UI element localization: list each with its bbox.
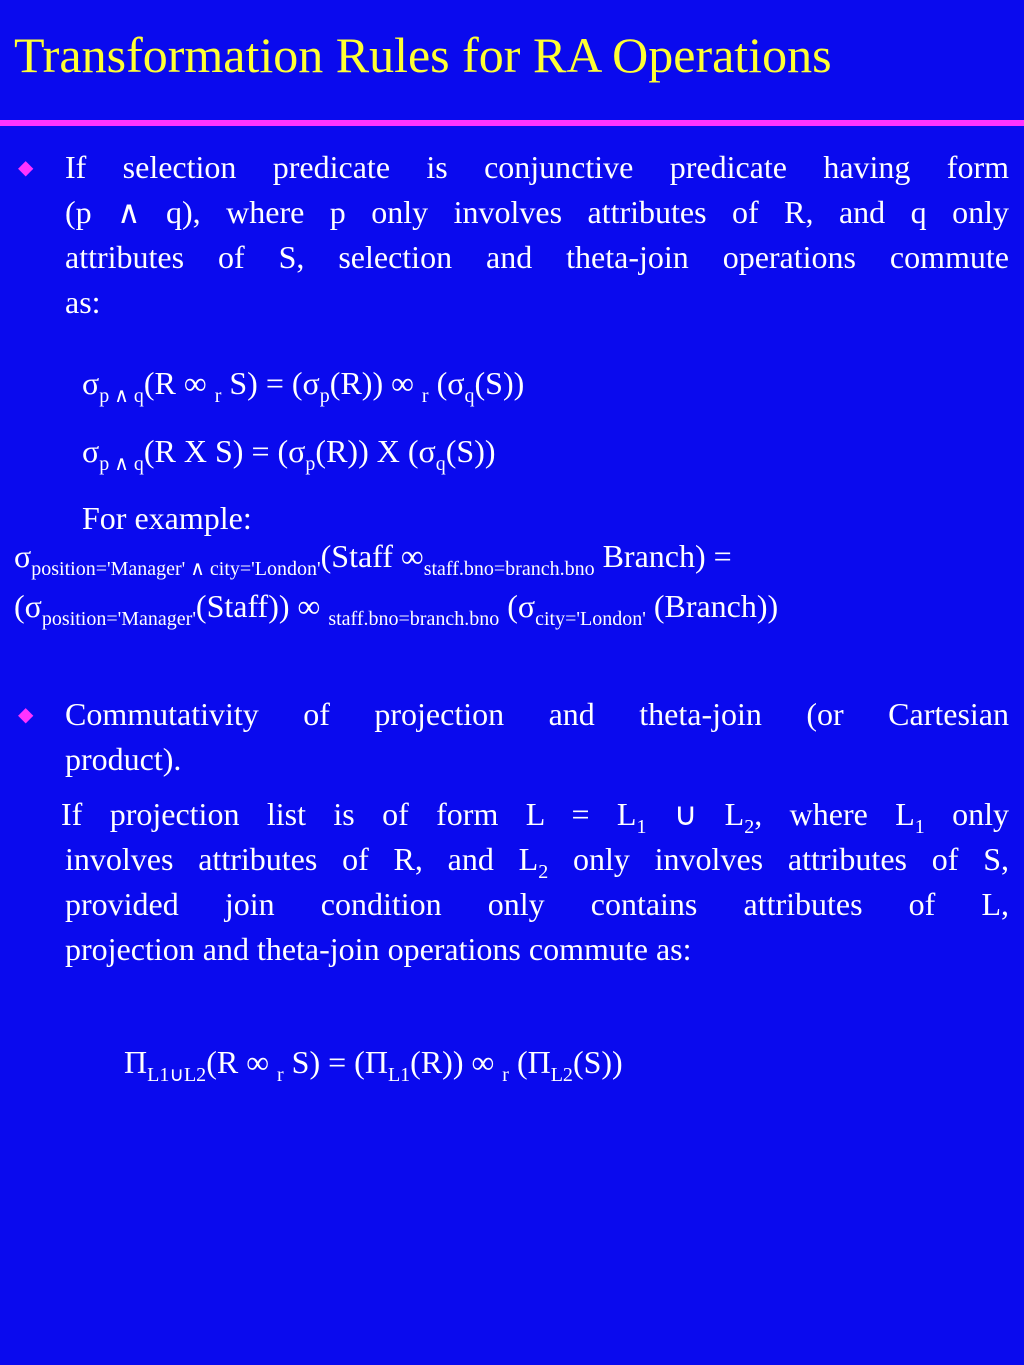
projection-line-3: provided join condition only contains attributes of L, xyxy=(65,886,1009,922)
formula-text: (R)) ∞ xyxy=(410,1044,495,1080)
formula-text: (σ xyxy=(436,365,465,401)
formula-selection-theta-join xyxy=(82,365,525,407)
formula-text: (Staff)) ∞ xyxy=(195,588,321,624)
formula-subscript: city='London' xyxy=(535,608,646,630)
formula-text: (S)) xyxy=(572,1044,623,1080)
sigma-symbol: σ xyxy=(82,433,100,469)
projection-line-2 xyxy=(65,837,1009,882)
title-divider xyxy=(0,120,1024,126)
para-text: only xyxy=(924,796,1010,832)
formula-subscript: staff.bno=branch.bno xyxy=(328,608,500,630)
formula-subscript: p ∧ q xyxy=(99,453,144,475)
para-text: ∪ L xyxy=(646,796,745,832)
formula-text: S) = (σ xyxy=(229,365,320,401)
pi-symbol: Π xyxy=(124,1044,148,1080)
para-subscript: 1 xyxy=(914,816,925,838)
formula-text: (R ∞ xyxy=(143,365,207,401)
formula-subscript: L1 xyxy=(387,1064,411,1086)
para-text: only involves attributes of S, xyxy=(548,841,1010,877)
formula-text: (σ xyxy=(507,588,536,624)
projection-line-1 xyxy=(61,792,1009,837)
formula-subscript: position='Manager' ∧ city='London' xyxy=(31,558,321,580)
formula-subscript: p xyxy=(305,453,316,475)
formula-subscript: q xyxy=(464,385,475,407)
projection-paragraph xyxy=(61,792,1010,972)
formula-subscript: r xyxy=(214,385,222,407)
example-line-2 xyxy=(14,588,779,630)
bullet-1-line-2: (p ∧ q), where p only involves attributes of R, and q only xyxy=(65,194,1009,230)
formula-text: (R ∞ xyxy=(206,1044,269,1080)
formula-subscript: p ∧ q xyxy=(99,385,144,407)
diamond-bullet-icon: ◆ xyxy=(18,157,34,179)
sigma-symbol: σ xyxy=(82,365,100,401)
formula-text: (R X S) = (σ xyxy=(143,433,306,469)
formula-text: (σ xyxy=(14,588,42,624)
formula-text: (R)) ∞ xyxy=(329,365,414,401)
formula-subscript: r xyxy=(421,385,429,407)
formula-subscript: L2 xyxy=(550,1064,573,1086)
bullet-1-line-4: as: xyxy=(65,284,101,320)
formula-selection-cartesian xyxy=(82,433,496,475)
bullet-2-line-2: product). xyxy=(65,741,182,777)
bullet-1-line-1: If selection predicate is conjunctive predicate having form xyxy=(65,149,1009,185)
para-text: , where L xyxy=(754,796,915,832)
para-text: If projection list is of form L = L xyxy=(61,796,637,832)
para-subscript: 2 xyxy=(744,816,755,838)
example-line-1 xyxy=(14,538,732,580)
projection-line-4: projection and theta-join operations commute as: xyxy=(65,931,692,967)
formula-text: (S)) xyxy=(445,433,496,469)
formula-text: Branch) = xyxy=(602,538,732,574)
example-label: For example: xyxy=(82,500,252,536)
formula-text: (Branch)) xyxy=(653,588,779,624)
formula-text: (R)) X (σ xyxy=(315,433,436,469)
formula-text: (Staff ∞ xyxy=(320,538,424,574)
formula-text: (S)) xyxy=(474,365,525,401)
para-subscript: 2 xyxy=(538,861,549,883)
formula-text: (Π xyxy=(516,1044,551,1080)
formula-subscript: p xyxy=(319,385,330,407)
formula-projection-theta-join xyxy=(124,1044,623,1086)
bullet-2-text xyxy=(65,692,1009,782)
formula-subscript: q xyxy=(435,453,446,475)
para-subscript: 1 xyxy=(636,816,647,838)
bullet-1-line-3: attributes of S, selection and theta-join operations commute xyxy=(65,239,1009,275)
formula-subscript: L1∪L2 xyxy=(147,1064,207,1086)
sigma-symbol: σ xyxy=(14,538,32,574)
para-text: involves attributes of R, and L xyxy=(65,841,539,877)
bullet-1-text xyxy=(65,145,1009,325)
slide-title: Transformation Rules for RA Operations xyxy=(14,27,832,83)
formula-subscript: position='Manager' xyxy=(41,608,196,630)
bullet-2-line-1: Commutativity of projection and theta-join (or Cartesian xyxy=(65,696,1009,732)
formula-text: S) = (Π xyxy=(291,1044,388,1080)
formula-subscript: r xyxy=(277,1064,284,1086)
formula-subscript: staff.bno=branch.bno xyxy=(423,558,595,580)
diamond-bullet-icon: ◆ xyxy=(18,704,34,726)
formula-subscript: r xyxy=(502,1064,509,1086)
